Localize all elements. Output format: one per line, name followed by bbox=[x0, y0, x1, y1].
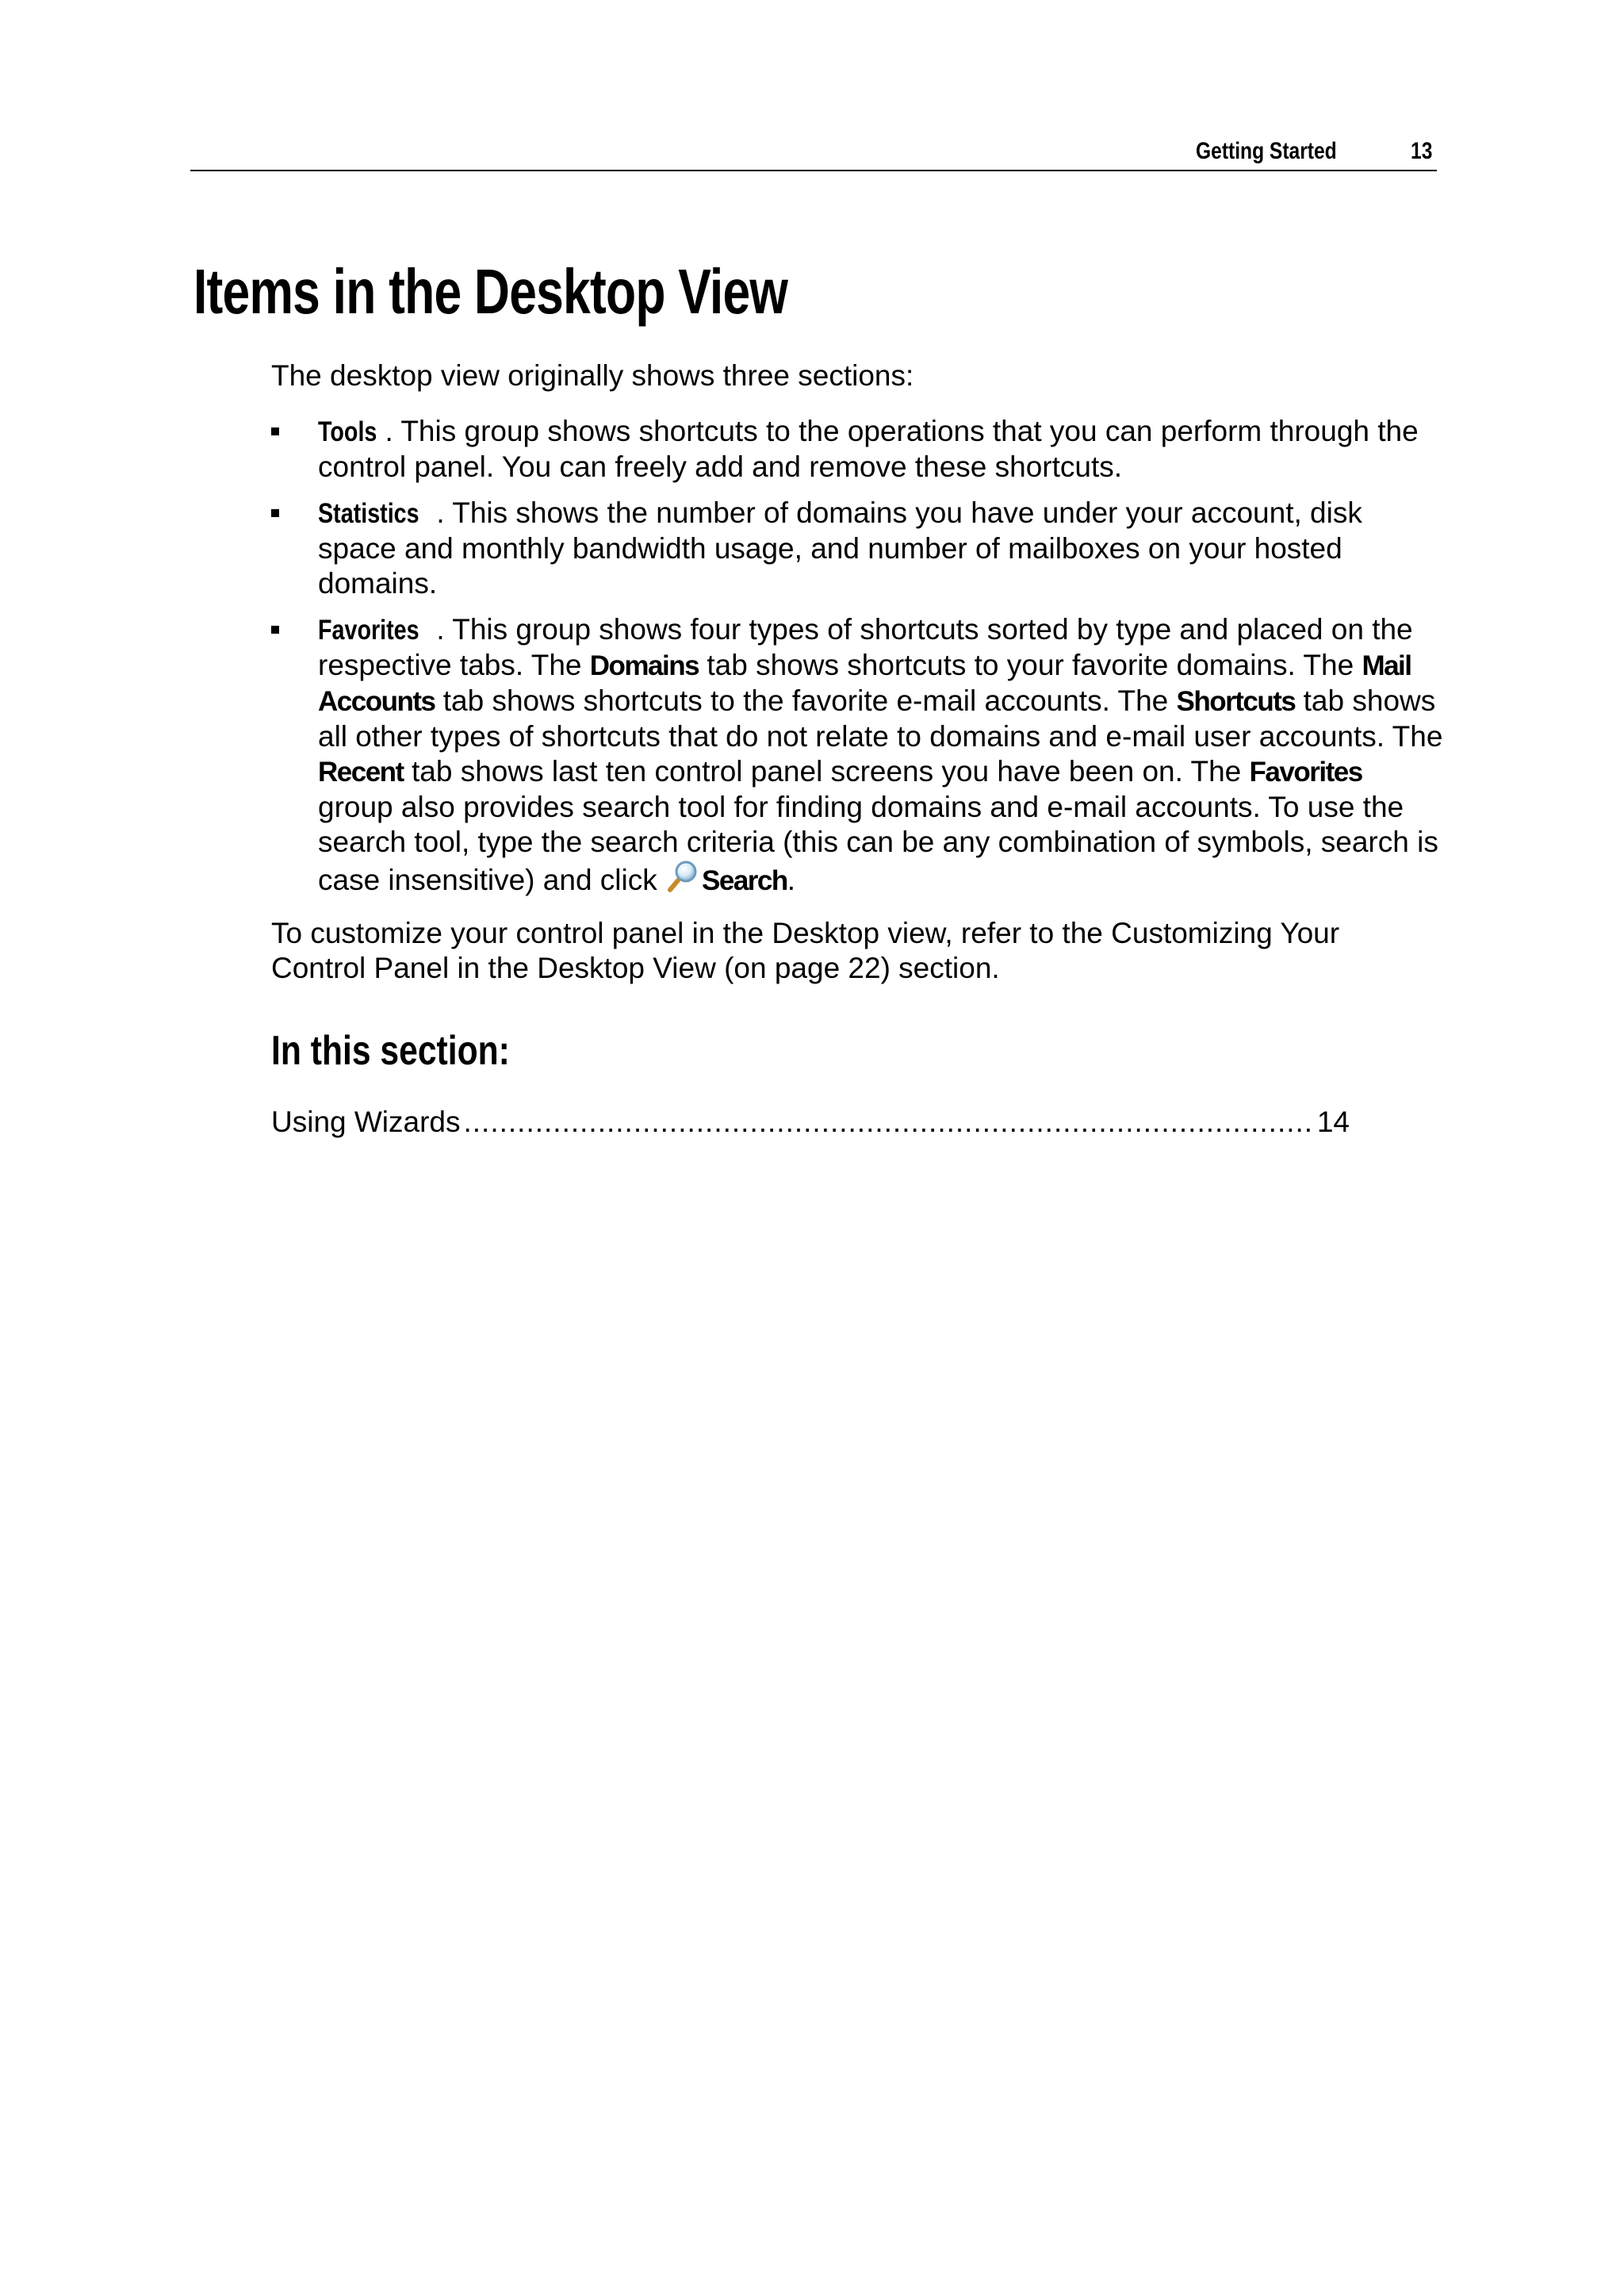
header-page-number: 13 bbox=[1410, 138, 1432, 164]
main-content bbox=[271, 358, 1445, 1140]
closing-paragraph: To customize your control panel in the Desktop view, refer to the Customizing Your Control Panel in the Desktop View (on page 22) section. bbox=[271, 917, 1340, 984]
square-bullet-icon bbox=[271, 626, 279, 634]
header-section-title: Getting Started bbox=[1196, 138, 1337, 164]
square-bullet-icon bbox=[271, 427, 279, 435]
list-item-favorites bbox=[271, 612, 1445, 899]
list-item-tools bbox=[271, 414, 1445, 485]
list-item-statistics bbox=[271, 496, 1445, 601]
favorites-text-4: tab shows all other types of shortcuts that do not relate to domains and e-mail user accounts. The bbox=[318, 684, 1443, 753]
toc-entry-page: 14 bbox=[1316, 1106, 1350, 1138]
favorites-text-5: tab shows last ten control panel screens you have been on. The bbox=[403, 755, 1250, 788]
term-favorites: Favorites bbox=[318, 615, 419, 646]
toc-entry[interactable] bbox=[271, 1105, 1350, 1140]
toc-leader-dots bbox=[464, 1105, 1314, 1140]
toc-entry-title[interactable]: Using Wizards bbox=[271, 1106, 461, 1138]
favorites-text-3: tab shows shortcuts to the favorite e-mail accounts. The bbox=[435, 684, 1177, 717]
favorites-text-1: . This group shows four types of shortcuts sorted by type and placed on the respective tabs. The bbox=[318, 613, 1413, 681]
term-statistics: Statistics bbox=[318, 498, 419, 529]
page-header bbox=[190, 132, 1437, 171]
term-domains: Domains bbox=[589, 650, 699, 681]
square-bullet-icon bbox=[271, 509, 279, 517]
favorites-text-7: . bbox=[787, 864, 796, 896]
magnifier-icon bbox=[667, 860, 699, 893]
term-shortcuts: Shortcuts bbox=[1176, 686, 1296, 717]
term-mail-accounts: Mail Accounts bbox=[318, 650, 1411, 717]
intro-paragraph: The desktop view originally shows three sections: bbox=[271, 359, 914, 392]
favorites-text-6: group also provides search tool for finding domains and e-mail accounts. To use the search tool, type the search criteria (this can be any combination of symbols, search is case insensitive) and click bbox=[318, 791, 1438, 896]
sections-list bbox=[271, 414, 1445, 899]
term-favorites-group: Favorites bbox=[1249, 757, 1362, 788]
term-search: Search bbox=[702, 865, 787, 896]
in-this-section-heading: In this section: bbox=[271, 1028, 510, 1074]
term-tools: Tools bbox=[318, 416, 377, 447]
favorites-text-2: tab shows shortcuts to your favorite domains. The bbox=[699, 649, 1362, 681]
statistics-description: . This shows the number of domains you have under your account, disk space and monthly bandwidth usage, and number of mailboxes on your hosted domains. bbox=[318, 496, 1362, 600]
term-recent: Recent bbox=[318, 757, 404, 788]
page-title: Items in the Desktop View bbox=[193, 256, 788, 327]
tools-description: . This group shows shortcuts to the operations that you can perform through the control panel. You can freely add and remove these shortcuts. bbox=[318, 415, 1419, 483]
